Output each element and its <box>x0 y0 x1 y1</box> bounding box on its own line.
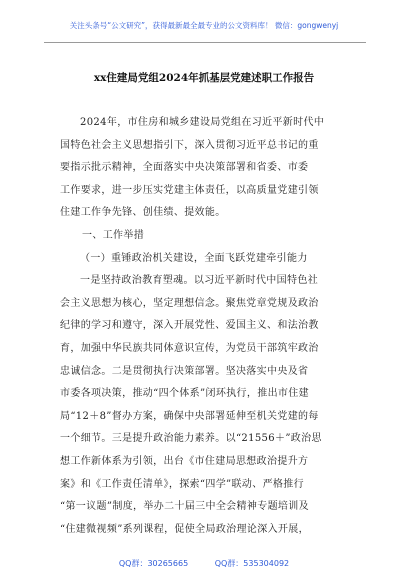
paragraph-line: 工作要求，进一步压实党建主体责任，以高质量党建引领 <box>60 184 319 196</box>
paragraph-line: 会主义思想为核心，坚定理想信念。聚焦党章党规及政治 <box>60 297 319 309</box>
footer-contacts <box>0 558 408 569</box>
paragraph-line: 一个细节。三是提升政治能力素养。以“21556＋”政治思 <box>60 433 322 445</box>
header-divider <box>44 42 366 43</box>
paragraph-line: 国特色社会主义思想指引下，深入贯彻习近平总书记的重 <box>60 139 319 151</box>
paragraph-line: 局“12＋8”督办方案，确保中央部署延伸至机关党建的每 <box>60 410 319 422</box>
footer-qq-group-2: QQ群：535304092 <box>214 559 290 568</box>
paragraph-line: “第一议题”制度，举办二十届三中全会精神专题培训及 <box>60 501 309 513</box>
subsection-heading: （一）重锤政治机关建设，全面飞跃党建牵引能力 <box>80 252 308 264</box>
document-body <box>60 112 350 541</box>
paragraph-line: 2024年，市住房和城乡建设局党组在习近平新时代中 <box>80 117 325 128</box>
paragraph-line: 案》和《工作责任清单》，探索“四学”联动、严格推行 <box>60 478 304 490</box>
header-notice: 关注头条号“公文研究”，获得最新最全最专业的公文资料库！ 微信：gongwenyj <box>69 21 339 30</box>
paragraph-line: “住建微视频”系列课程，促使全局政治理论深入开展， <box>60 523 309 535</box>
paragraph-line: 一是坚持政治教育塑魂。以习近平新时代中国特色社 <box>80 275 319 287</box>
paragraph-line: 市委各项决策，推动“四个体系”闭环执行，推出市住建 <box>60 388 309 400</box>
footer-qq-group-1: QQ群：30265665 <box>118 559 189 568</box>
paragraph-line: 住建工作争先锋、创佳绩、提效能。 <box>60 207 226 219</box>
paragraph-line: 想工作新体系为引领，出台《市住建局思想政治提升方 <box>60 455 309 467</box>
section-heading: 一、工作举措 <box>82 229 145 241</box>
paragraph-line: 要指示批示精神，全面落实中央决策部署和省委、市委 <box>60 162 309 174</box>
paragraph-line: 育，加强中华民族共同体意识宣传，为党员干部筑牢政治 <box>60 342 319 354</box>
paragraph-line: 纪律的学习和遵守，深入开展党性、爱国主义、和法治教 <box>60 320 319 332</box>
document-title: xx住建局党组2024年抓基层党建述职工作报告 <box>93 72 315 84</box>
paragraph-line: 忠诚信念。二是贯彻执行决策部署。坚决落实中央及省 <box>60 365 309 377</box>
